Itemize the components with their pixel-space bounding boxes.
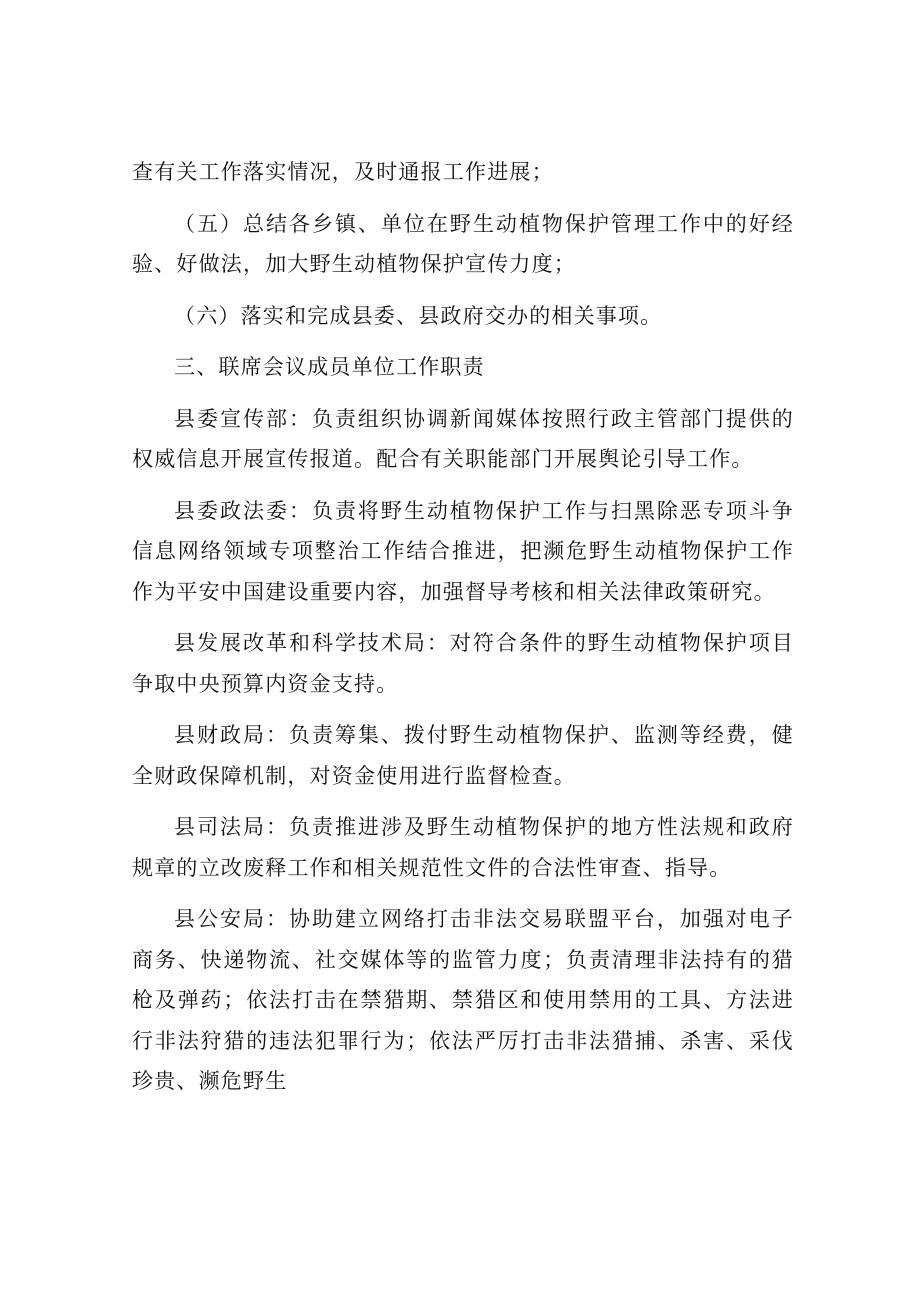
paragraph-3: （六）落实和完成县委、县政府交办的相关事项。: [174, 303, 663, 328]
paragraph-finance-bureau: 县财政局：负责筹集、拨付野生动植物保护、监测等经费，健全财政保障机制，对资金使用进行监督检查。: [132, 723, 794, 788]
paragraph-2: （五）总结各乡镇、单位在野生动植物保护管理工作中的好经验、好做法，加大野生动植物保护宣传力度；: [132, 211, 794, 276]
section-heading: 三、联席会议成员单位工作职责: [174, 355, 485, 379]
paragraph-justice-bureau: 县司法局：负责推进涉及野生动植物保护的地方性法规和政府规章的立改废释工作和相关规范性文件的合法性审查、指导。: [132, 815, 794, 880]
paragraph-1: 查有关工作落实情况，及时通报工作进展；: [132, 160, 554, 184]
paragraph-politics-law-committee: 县委政法委：负责将野生动植物保护工作与扫黑除恶专项斗争信息网络领域专项整治工作结合推进，把濒危野生动植物保护工作作为平安中国建设重要内容，加强督导考核和相关法律政策研究。: [132, 498, 794, 604]
paragraph-development-reform-bureau: 县发展改革和科学技术局：对符合条件的野生动植物保护项目争取中央预算内资金支持。: [132, 631, 794, 696]
document-body: [132, 152, 794, 1113]
paragraph-public-security-bureau: 县公安局：协助建立网络打击非法交易联盟平台，加强对电子商务、快递物流、社交媒体等的监管力度；负责清理非法持有的猎枪及弹药；依法打击在禁猎期、禁猎区和使用禁用的工具、方法进行非法狩猎的违法犯罪行为；依法严厉打击非法猎捕、杀害、采伐珍贵、濒危野生: [132, 907, 794, 1093]
paragraph-propaganda-dept: 县委宣传部：负责组织协调新闻媒体按照行政主管部门提供的权威信息开展宣传报道。配合有关职能部门开展舆论引导工作。: [132, 406, 794, 471]
